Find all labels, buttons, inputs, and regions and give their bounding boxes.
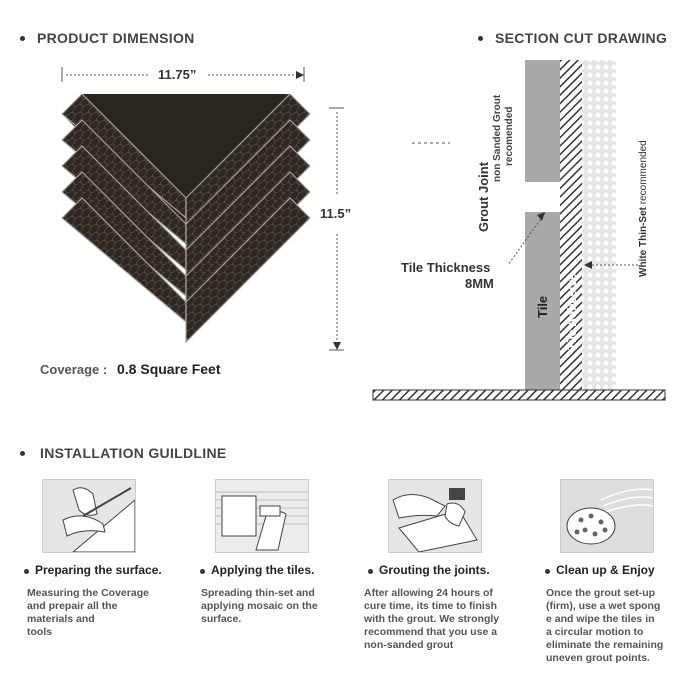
coverage-label: Coverage : (40, 362, 108, 377)
section-bullet (478, 36, 483, 41)
desc-line: non-sanded grout (364, 639, 454, 651)
step-3-title: Grouting the joints. (379, 563, 490, 577)
tile-adhesive-label: Tile Adhesive (565, 273, 579, 350)
tile-thickness-value: 8MM (465, 276, 494, 291)
thinset-note (638, 140, 649, 277)
section-bullet (20, 451, 25, 456)
thinset-bold: White Thin-Set (638, 207, 649, 277)
desc-line: Spreading thin-set and (201, 587, 315, 599)
section-bullet (20, 36, 25, 41)
installation-title: INSTALLATION GUILDLINE (40, 445, 227, 461)
grout-note-line2: recomended (504, 106, 515, 166)
desc-line: eliminate the remaining (546, 639, 664, 651)
section-cut-drawing (370, 55, 670, 405)
grout-float-icon (388, 479, 482, 553)
step-2-desc (201, 587, 318, 626)
desc-line: materials and (27, 613, 95, 625)
desc-line: (firm), use a wet spong (546, 600, 661, 612)
desc-line: surface. (201, 613, 242, 625)
desc-line: Measuring the Coverage (27, 587, 149, 599)
measure-icon (42, 479, 136, 553)
step-bullet (24, 569, 29, 574)
desc-line: and prepair all the (27, 600, 118, 612)
step-bullet (200, 569, 205, 574)
desc-line: tools (27, 626, 53, 638)
herringbone-tile-image (60, 94, 312, 346)
product-dimension-title: PRODUCT DIMENSION (37, 30, 195, 46)
desc-line: Once the grout set-up (546, 587, 656, 599)
thinset-rest: recommended (638, 140, 649, 207)
height-value: 11.5” (320, 206, 352, 221)
desc-line: After allowing 24 hours of (364, 587, 493, 599)
desc-line: with the grout. We strongly (364, 613, 500, 625)
tile-label: Tile (535, 295, 550, 318)
tile-thickness-label: Tile Thickness (401, 260, 491, 275)
step-bullet (368, 569, 373, 574)
desc-line: applying mosaic on the (201, 600, 318, 612)
height-dimension-line (328, 104, 348, 356)
desc-line: recommend that you use a (364, 626, 498, 638)
coverage-value: 0.8 Square Feet (117, 361, 221, 377)
desc-line: cure time, its time to finish (364, 600, 498, 612)
step-1-desc (27, 587, 149, 639)
desc-line: e and wipe the tiles in (546, 613, 655, 625)
section-cut-title: SECTION CUT DRAWING (495, 30, 668, 46)
step-4-desc (546, 587, 663, 665)
desc-line: uneven grout points. (546, 652, 650, 664)
step-4-title: Clean up & Enjoy (556, 563, 655, 577)
width-value: 11.75” (158, 67, 197, 82)
step-bullet (545, 569, 550, 574)
step-3-desc (364, 587, 499, 652)
grout-note-line1: non Sanded Grout (492, 94, 503, 182)
step-1-title: Preparing the surface. (35, 563, 162, 577)
trowel-icon (215, 479, 309, 553)
desc-line: a circular motion to (546, 626, 644, 638)
step-2-title: Applying the tiles. (211, 563, 315, 577)
grout-joint-label: Grout Joint (476, 161, 491, 232)
sponge-icon (560, 479, 654, 553)
